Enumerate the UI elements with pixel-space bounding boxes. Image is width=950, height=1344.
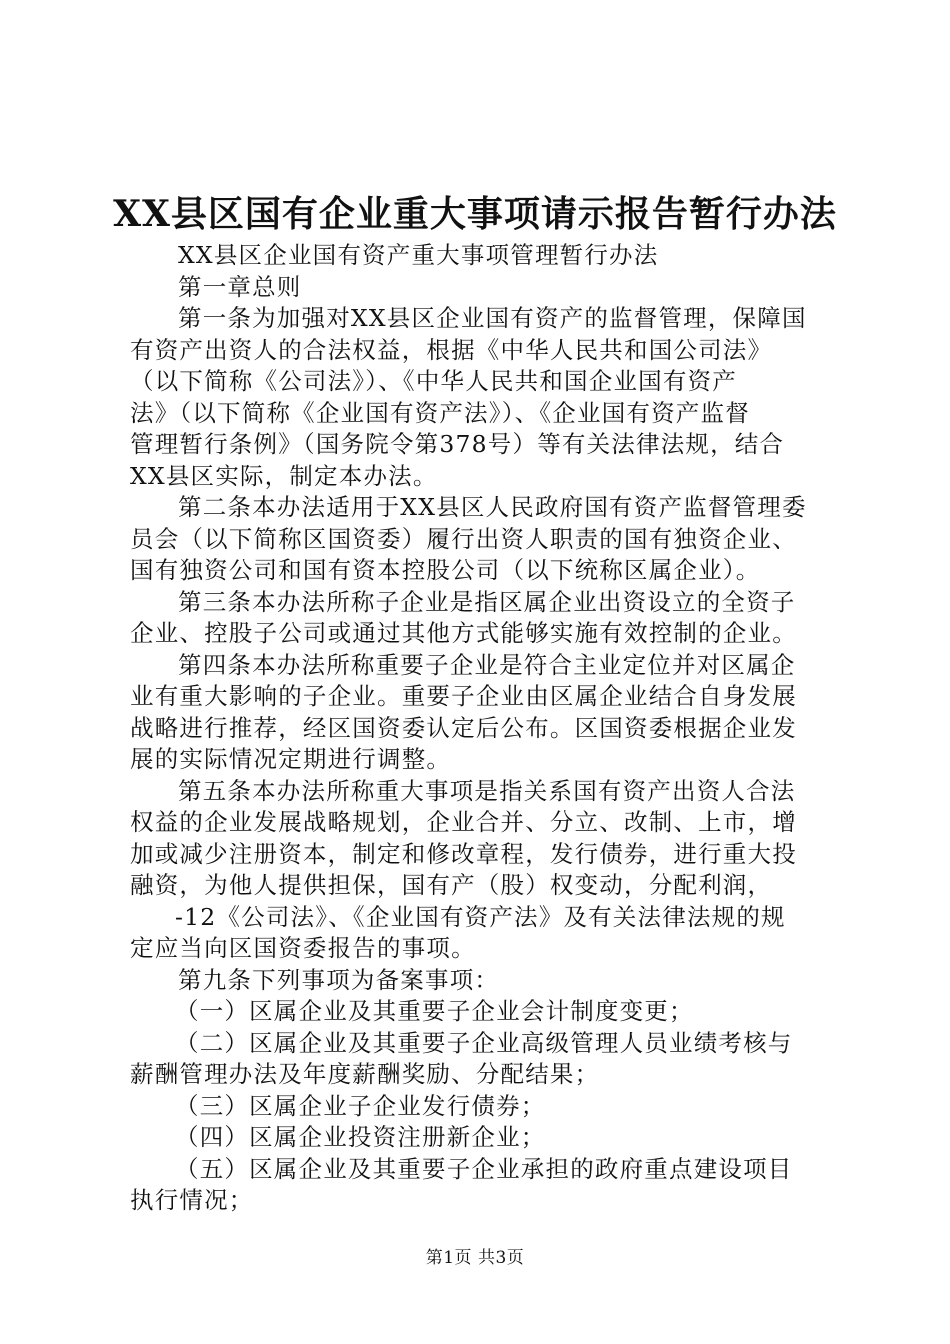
article-1-line-3: （以下简称《公司法》）、《中华人民共和国企业国有资产 xyxy=(130,367,737,395)
subtitle-line: XX县区企业国有资产重大事项管理暂行办法 xyxy=(178,241,659,269)
document-body xyxy=(130,240,830,1217)
article-2-line-1: 第二条本办法适用于XX县区人民政府国有资产监督管理委 xyxy=(178,493,807,521)
article-5-line-2: 权益的企业发展战略规划，企业合并、分立、改制、上市，增 xyxy=(130,808,797,836)
article-1-line-2: 有资产出资人的合法权益，根据《中华人民共和国公司法》 xyxy=(130,335,773,364)
article-4-line-1: 第四条本办法所称重要子企业是符合主业定位并对区属企 xyxy=(178,650,796,679)
page-footer: 第1页 共3页 xyxy=(425,1248,525,1268)
article-5-line-5: -12《公司法》、《企业国有资产法》及有关法律法规的规 xyxy=(175,902,786,931)
article-4-line-4: 展的实际情况定期进行调整。 xyxy=(130,745,452,773)
article-4-line-3: 战略进行推荐，经区国资委认定后公布。区国资委根据企业发 xyxy=(130,713,797,742)
chapter-heading: 第一章总则 xyxy=(178,272,302,301)
document-title: XX县区国有企业重大事项请示报告暂行办法 xyxy=(113,193,837,235)
article-1-line-4: 法》（以下简称《企业国有资产法》）、《企业国有资产监督 xyxy=(130,398,750,427)
list-item-3: （三）区属企业子企业发行债券； xyxy=(175,1091,546,1120)
article-3-line-1: 第三条本办法所称子企业是指区属企业出资设立的全资子 xyxy=(178,587,796,616)
article-2-line-3: 国有独资公司和国有资本控股公司（以下统称区属企业）。 xyxy=(130,556,761,584)
article-4-line-2: 业有重大影响的子企业。重要子企业由区属企业结合自身发展 xyxy=(130,682,797,710)
list-item-2-line-1: （二）区属企业及其重要子企业高级管理人员业绩考核与 xyxy=(175,1028,793,1057)
article-2-line-2: 员会（以下简称区国资委）履行出资人职责的国有独资企业、 xyxy=(130,524,797,553)
article-1-line-5: 管理暂行条例》（国务院令第378号）等有关法律法规，结合 xyxy=(130,430,785,458)
list-item-5-line-2: 执行情况； xyxy=(130,1186,254,1214)
article-1-line-6: XX县区实际，制定本办法。 xyxy=(130,461,438,490)
list-item-2-line-2: 薪酬管理办法及年度薪酬奖励、分配结果； xyxy=(130,1060,600,1088)
list-item-5-line-1: （五）区属企业及其重要子企业承担的政府重点建设项目 xyxy=(175,1154,793,1183)
article-5-line-6: 定应当向区国资委报告的事项。 xyxy=(130,934,476,962)
list-item-1: （一）区属企业及其重要子企业会计制度变更； xyxy=(175,997,694,1025)
article-3-line-2: 企业、控股子公司或通过其他方式能够实施有效控制的企业。 xyxy=(130,619,797,647)
article-9-heading: 第九条下列事项为备案事项： xyxy=(178,965,500,994)
article-5-line-4: 融资，为他人提供担保，国有产（股）权变动，分配利润， xyxy=(130,871,773,899)
article-1-line-1: 第一条为加强对XX县区企业国有资产的监督管理，保障国 xyxy=(178,304,807,332)
list-item-4: （四）区属企业投资注册新企业； xyxy=(175,1123,546,1151)
article-5-line-1: 第五条本办法所称重大事项是指关系国有资产出资人合法 xyxy=(178,776,796,805)
article-5-line-3: 加或减少注册资本，制定和修改章程，发行债券，进行重大投 xyxy=(130,839,797,868)
